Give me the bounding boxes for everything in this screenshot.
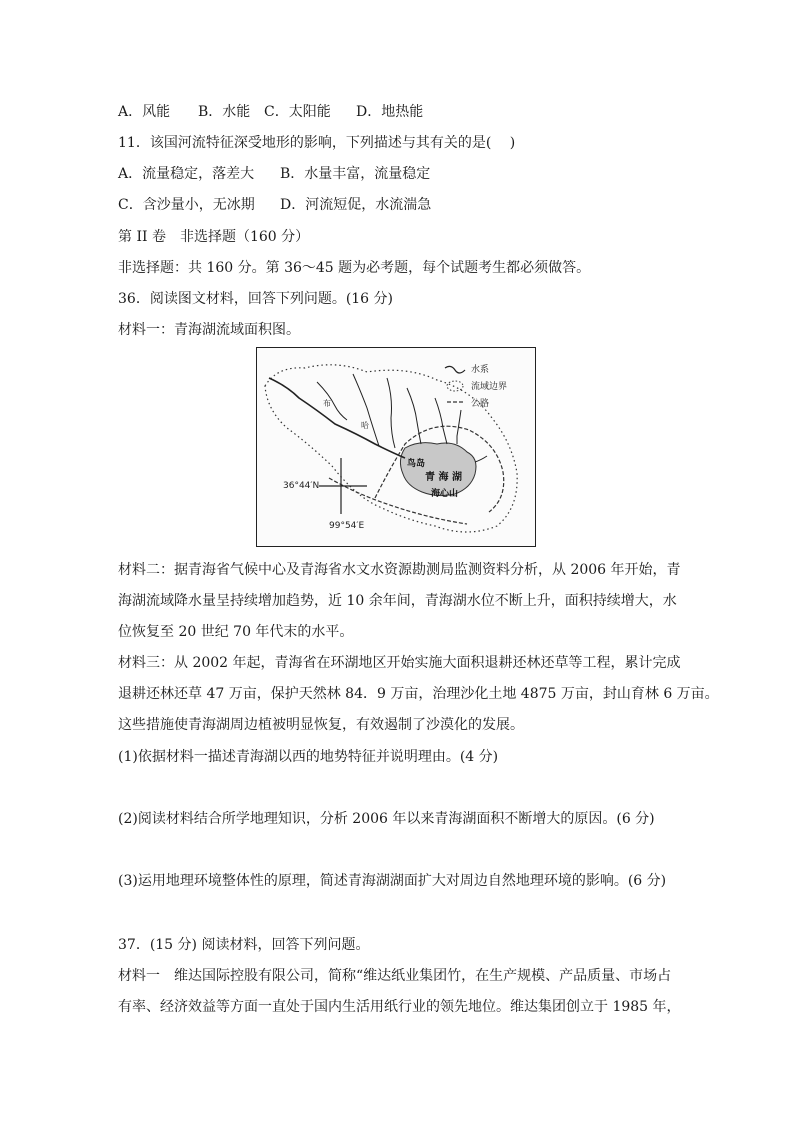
- q10-option-c: C．太阳能: [264, 104, 331, 120]
- legend-water-label: 水系: [471, 365, 490, 375]
- q37-stem: 37．(15 分) 阅读材料，回答下列问题。: [118, 937, 370, 953]
- q36-material1: 材料一：青海湖流域面积图。: [118, 322, 300, 338]
- q36-material2-line3: 位恢复至 20 世纪 70 年代末的水平。: [118, 624, 354, 640]
- map-figure: [257, 348, 535, 546]
- haixin-mountain-label: 海心山: [431, 489, 459, 499]
- q37-material1-line1: 材料一 维达国际控股有限公司，简称“维达纸业集团竹，在生产规模、产品质量、市场占: [118, 968, 672, 984]
- legend-boundary-label: 流域边界: [471, 382, 508, 392]
- longitude-label: 99°54′E: [329, 521, 365, 531]
- tributary: [435, 398, 447, 444]
- q36-material2-line1: 材料二：据青海省气候中心及青海省水文水资源勘测局监测资料分析，从 2006 年开始，青: [118, 562, 681, 578]
- main-river: [269, 378, 405, 458]
- q36-sub3: (3)运用地理环境整体性的原理，简述青海湖湖面扩大对周边自然地理环境的影响。(6 分): [118, 873, 667, 889]
- q36-stem: 36．阅读图文材料，回答下列问题。(16 分): [118, 291, 394, 307]
- q11-option-d: D．河流短促，水流湍急: [280, 197, 432, 213]
- q11-stem: 11．该国河流特征深受地形的影响，下列描述与其有关的是( ): [118, 135, 516, 151]
- legend-road-label: 公路: [471, 399, 490, 409]
- tributary: [475, 456, 487, 462]
- legend-water-icon: [445, 366, 465, 373]
- q36-sub1: (1)依据材料一描述青海湖以西的地势特征并说明理由。(4 分): [118, 749, 499, 765]
- lake-label: 青 海 湖: [425, 472, 462, 483]
- tributary: [407, 388, 421, 444]
- qinghai-lake: [400, 443, 476, 496]
- qinghai-lake-basin-map: [256, 347, 536, 547]
- q36-sub2: (2)阅读材料结合所学地理知识，分析 2006 年以来青海湖面积不断增大的原因。(6 分): [118, 811, 655, 827]
- q11-options-row2: [118, 195, 431, 215]
- q11-option-b: B．水量丰富，流量稳定: [280, 166, 431, 182]
- river-label-a: 布: [323, 399, 331, 408]
- q10-option-a: A．风能: [118, 104, 171, 120]
- q36-material3-line1: 材料三：从 2002 年起，青海省在环湖地区开始实施大面积退耕还林还草等工程，累计完成: [118, 655, 681, 671]
- q11-options-row1: [118, 164, 430, 184]
- legend-boundary-icon: [447, 381, 463, 391]
- q36-material3-line2: 退耕还林还草 47 万亩，保护天然林 84．9 万亩，治理沙化土地 4875 万亩，封山育林 6 万亩。: [118, 686, 719, 702]
- bird-island-label: 鸟岛: [407, 459, 426, 469]
- latitude-label: 36°44′N: [283, 481, 320, 491]
- tributary: [387, 378, 395, 448]
- q36-material2-line2: 海湖流域降水量呈持续增加趋势，近 10 余年间，青海湖水位不断上升，面积持续增大，水: [118, 593, 677, 609]
- section-note: 非选择题：共 160 分。第 36～45 题为必考题，每个试题考生都必须做答。: [118, 260, 591, 276]
- q10-option-b: B．水能: [198, 104, 251, 120]
- q11-option-c: C．含沙量小，无冰期: [118, 197, 255, 213]
- section-title: 第 II 卷 非选择题（160 分）: [118, 229, 310, 245]
- q10-option-d: D．地热能: [356, 104, 424, 120]
- q11-option-a: A．流量稳定，落差大: [118, 166, 255, 182]
- q37-material1-line2: 有率、经济效益等方面一直处于国内生活用纸行业的领先地位。维达集团创立于 1985 年，: [118, 999, 681, 1015]
- q36-material3-line3: 这些措施使青海湖周边植被明显恢复，有效遏制了沙漠化的发展。: [118, 717, 524, 733]
- river-label-b: 哈: [361, 421, 369, 430]
- q10-options: [118, 102, 423, 122]
